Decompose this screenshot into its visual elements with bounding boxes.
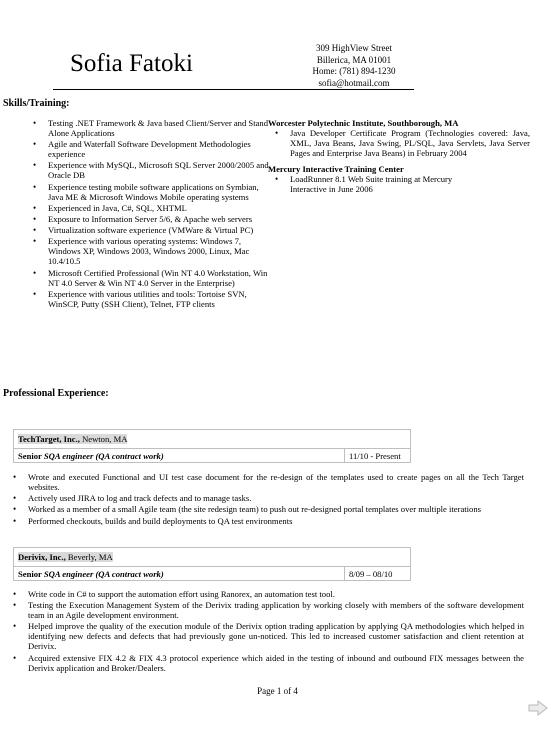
contact-block (298, 43, 410, 89)
company-cell (14, 548, 411, 567)
training-column (268, 118, 530, 195)
job-bullet: • Testing the Execution Management System of the Derivix trading application by working closely with members of the software development team in an Agile development environment. (9, 600, 524, 620)
job-bullet: • Wrote and executed Functional and UI test case document for the re-design of the templates used to create pages on all the Tech Target websites. (9, 472, 524, 492)
training-title: Worcester Polytechnic Institute, Southborough, MA (268, 118, 459, 128)
company-highlight (18, 552, 113, 562)
resume-name: Sofia Fatoki (70, 50, 193, 77)
company-highlight (18, 434, 127, 444)
skills-list (29, 118, 269, 309)
skill-item: • Experience testing mobile software applications on Symbian, Java ME & Microsoft Windows Mobile operating systems (29, 182, 269, 202)
header-divider (53, 89, 414, 90)
company-name: TechTarget, Inc., (18, 434, 80, 444)
skill-item: • Testing .NET Framework & Java based Client/Server and Stand Alone Applications (29, 118, 269, 138)
role-cell (14, 449, 345, 463)
skill-item: • Virtualization software experience (VMWare & Virtual PC) (29, 225, 269, 235)
company-name: Derivix, Inc., (18, 552, 66, 562)
experience-heading: Professional Experience: (3, 388, 109, 399)
skill-item: • Experience with various operating systems: Windows 7, Windows XP, Windows 2003, Windows 2000, Linux, Mac 10.4/10.5 (29, 236, 269, 266)
role-title: SQA engineer (QA contract work) (43, 450, 164, 461)
skills-heading: Skills/Training: (3, 98, 70, 109)
company-location: Newton, MA (79, 434, 128, 444)
job-bullet: • Actively used JIRA to log and track defects and to manage tasks. (9, 493, 524, 503)
job-bullets (9, 589, 524, 674)
job-header-table (13, 547, 411, 581)
job-bullet: • Acquired extensive FIX 4.2 & FIX 4.3 protocol experience which aided in the testing of inbound and outbound FIX messages between the Derivix application and Broker/Dealers. (9, 653, 524, 673)
job-bullet: • Worked as a member of a small Agile team (the site redesign team) to push out re-designed portal templates over multiple iterations (9, 504, 524, 514)
job-bullet: • Performed checkouts, builds and build deployments to QA test environments (9, 516, 524, 526)
company-location: Beverly, MA (65, 552, 113, 562)
phone: Home: (781) 894-1230 (312, 66, 396, 76)
skill-item: • Experienced in Java, C#, SQL, XHTML (29, 203, 269, 213)
job-bullet: • Helped improve the quality of the execution module of the Derivix option trading application by applying QA methodologies which helped in identifying new defects and defects that had previously gone un-noticed. This led to increased customer satisfaction and client retention at Derivix. (9, 621, 524, 651)
company-cell (14, 430, 411, 449)
arrow-right-icon[interactable] (527, 699, 549, 717)
dates-cell: 11/10 - Present (345, 449, 411, 463)
email: sofia@hotmail.com (318, 77, 390, 88)
address-line-1: 309 HighView Street (316, 43, 392, 53)
address-line-2: Billerica, MA 01001 (316, 54, 392, 65)
training-item: • Java Developer Certificate Program (Technologies covered: Java, XML, Java Beans, Java Swing, PL/SQL, Java Servlets, Java Server Pages and Enterprise Java Beans) in February 2004 (271, 128, 530, 158)
dates-cell: 8/09 – 08/10 (345, 567, 411, 581)
training-list (271, 128, 530, 158)
job-bullet: • Write code in C# to support the automation effort using Ranorex, an automation test tool. (9, 589, 524, 599)
training-title: Mercury Interactive Training Center (268, 164, 404, 174)
role-prefix: Senior (18, 450, 44, 461)
role-cell (14, 567, 345, 581)
skill-item: • Exposure to Information Server 5/6, & Apache web servers (29, 214, 269, 224)
skill-item: • Experience with MySQL, Microsoft SQL Server 2000/2005 and Oracle DB (29, 160, 269, 180)
skill-item: • Microsoft Certified Professional (Win NT 4.0 Workstation, Win NT 4.0 Server & Win NT 4.0 Server in the Enterprise) (29, 268, 269, 288)
job-header-table (13, 429, 411, 463)
job-bullets (9, 472, 524, 527)
role-title: SQA engineer (QA contract work) (43, 568, 164, 579)
training-list (271, 174, 489, 194)
skill-item: • Agile and Waterfall Software Development Methodologies experience (29, 139, 269, 159)
skills-column (29, 118, 269, 310)
page-number: Page 1 of 4 (257, 686, 298, 696)
role-prefix: Senior (18, 568, 44, 579)
training-item: • LoadRunner 8.1 Web Suite training at Mercury Interactive in June 2006 (271, 174, 489, 194)
skill-item: • Experience with various utilities and tools: Tortoise SVN, WinSCP, Putty (SSH Client), Telnet, FTP clients (29, 289, 269, 309)
